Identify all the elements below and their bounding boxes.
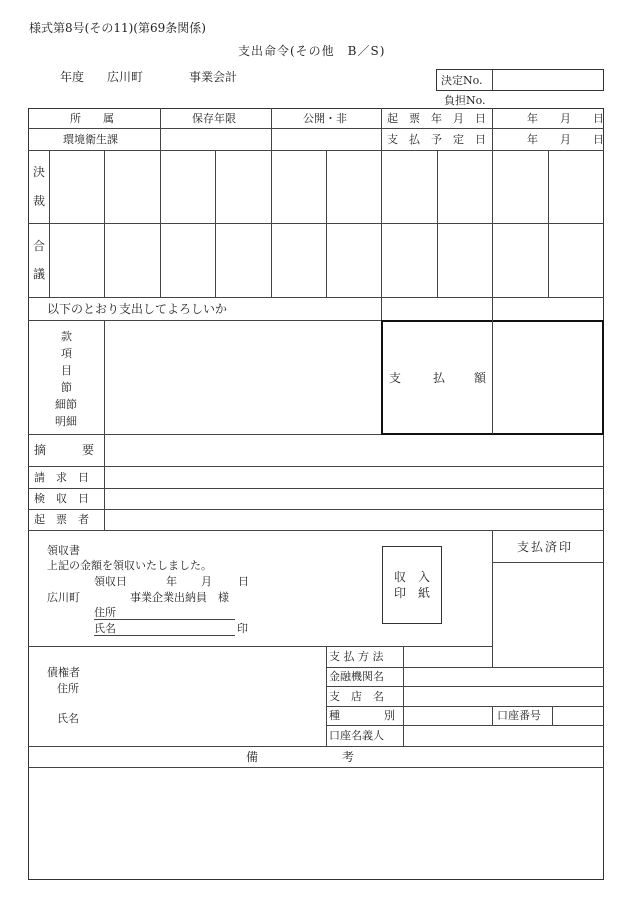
bank-name-label: 金融機関名 (329, 670, 384, 683)
kokai-field[interactable] (273, 130, 380, 148)
receipt-address-label: 住所 (94, 606, 116, 619)
receipt-year: 年 (166, 575, 177, 588)
accounting-name: 事業会計 (189, 70, 238, 84)
bank-name-field[interactable] (405, 669, 602, 685)
payment-amount-field[interactable] (495, 323, 601, 431)
receipt-title: 領収書 (47, 544, 80, 557)
form-number: 様式第8号(その11)(第69条関係) (29, 21, 206, 35)
inspection-date-label: 検 収 日 (34, 492, 89, 505)
approval-question: 以下のとおり支出してよろしいか (47, 302, 228, 316)
account-type-label: 種 別 (329, 709, 395, 722)
receipt-name-field[interactable] (120, 622, 234, 635)
account-holder-field[interactable] (405, 727, 602, 745)
paid-stamp-field[interactable] (495, 565, 601, 645)
payment-label-gaku: 額 (474, 371, 487, 385)
budget-item-field[interactable] (106, 322, 380, 432)
year-label: 年度 (60, 70, 85, 84)
branch-name-label: 支 店 名 (329, 690, 384, 703)
creditor-address-label: 住所 (57, 682, 79, 695)
kihyo-date-field[interactable]: 年 月 日 (527, 112, 604, 125)
receipt-name-label: 氏名 (94, 622, 116, 635)
hozon-header: 保存年限 (192, 112, 236, 125)
budget-item-moku: 目 (61, 364, 72, 377)
revenue-stamp-label-2: 印 紙 (394, 586, 431, 600)
receipt-statement: 上記の金額を領収いたしました。 (47, 559, 212, 572)
account-number-label: 口座番号 (497, 709, 541, 722)
department-value: 環境衛生課 (63, 133, 118, 146)
burden-number-label: 負担No. (444, 94, 486, 107)
receipt-month: 月 (201, 575, 212, 588)
decision-number-field[interactable] (494, 70, 603, 90)
budget-item-saisetsu: 細節 (55, 398, 77, 411)
paid-stamp-label: 支払済印 (517, 540, 574, 554)
inspection-date-field[interactable] (106, 490, 602, 508)
gougi-label-1: 合 (33, 239, 46, 253)
revenue-stamp-label-1: 収 入 (394, 570, 431, 584)
branch-name-field[interactable] (405, 688, 602, 705)
remarks-label: 備 考 (246, 750, 355, 764)
decision-number-label: 決定No. (441, 74, 483, 87)
payment-schedule-field[interactable]: 年 月 日 (527, 133, 604, 146)
kessai-label-1: 決 (33, 165, 46, 179)
budget-item-kan: 款 (61, 330, 72, 343)
receipt-town: 広川町 (47, 591, 80, 604)
payment-schedule-header: 支 払 予 定 日 (387, 133, 486, 146)
author-label: 起 票 者 (34, 513, 89, 526)
shozoku-header: 所 属 (70, 112, 114, 125)
account-type-field[interactable] (405, 708, 491, 724)
budget-item-setsu: 節 (61, 381, 72, 394)
creditor-field[interactable] (90, 668, 322, 743)
kihyo-date-header: 起 票 年 月 日 (387, 112, 486, 125)
payment-label-shi: 支 (389, 371, 402, 385)
budget-item-meisai: 明細 (55, 415, 77, 428)
remarks-field[interactable] (30, 769, 602, 878)
payment-label-harai: 払 (433, 371, 446, 385)
receipt-officer: 事業企業出納員 様 (130, 591, 229, 604)
payment-method-label: 支 払 方 法 (329, 650, 384, 663)
kokai-header: 公開・非 (303, 112, 347, 125)
receipt-date-label: 領収日 (94, 575, 127, 588)
form-title: 支出命令(その他 B／S) (238, 44, 386, 58)
receipt-day: 日 (238, 575, 249, 588)
receipt-address-field[interactable] (120, 606, 234, 619)
budget-item-kou: 項 (61, 347, 72, 360)
billing-date-label: 請 求 日 (34, 471, 89, 484)
town-name: 広川町 (107, 70, 144, 84)
account-number-field[interactable] (554, 708, 602, 724)
account-holder-label: 口座名義人 (329, 729, 384, 742)
receipt-seal: 印 (237, 622, 248, 635)
summary-field[interactable] (106, 436, 602, 464)
creditor-label: 債権者 (47, 666, 80, 679)
hozon-field[interactable] (162, 130, 270, 148)
billing-date-field[interactable] (106, 468, 602, 487)
gougi-label-2: 議 (33, 267, 46, 281)
payment-method-field[interactable] (405, 648, 602, 666)
author-field[interactable] (106, 511, 602, 529)
creditor-name-label: 氏名 (57, 712, 79, 725)
kessai-label-2: 裁 (33, 194, 46, 208)
revenue-stamp-box (382, 546, 442, 624)
summary-label: 摘 要 (34, 443, 95, 457)
